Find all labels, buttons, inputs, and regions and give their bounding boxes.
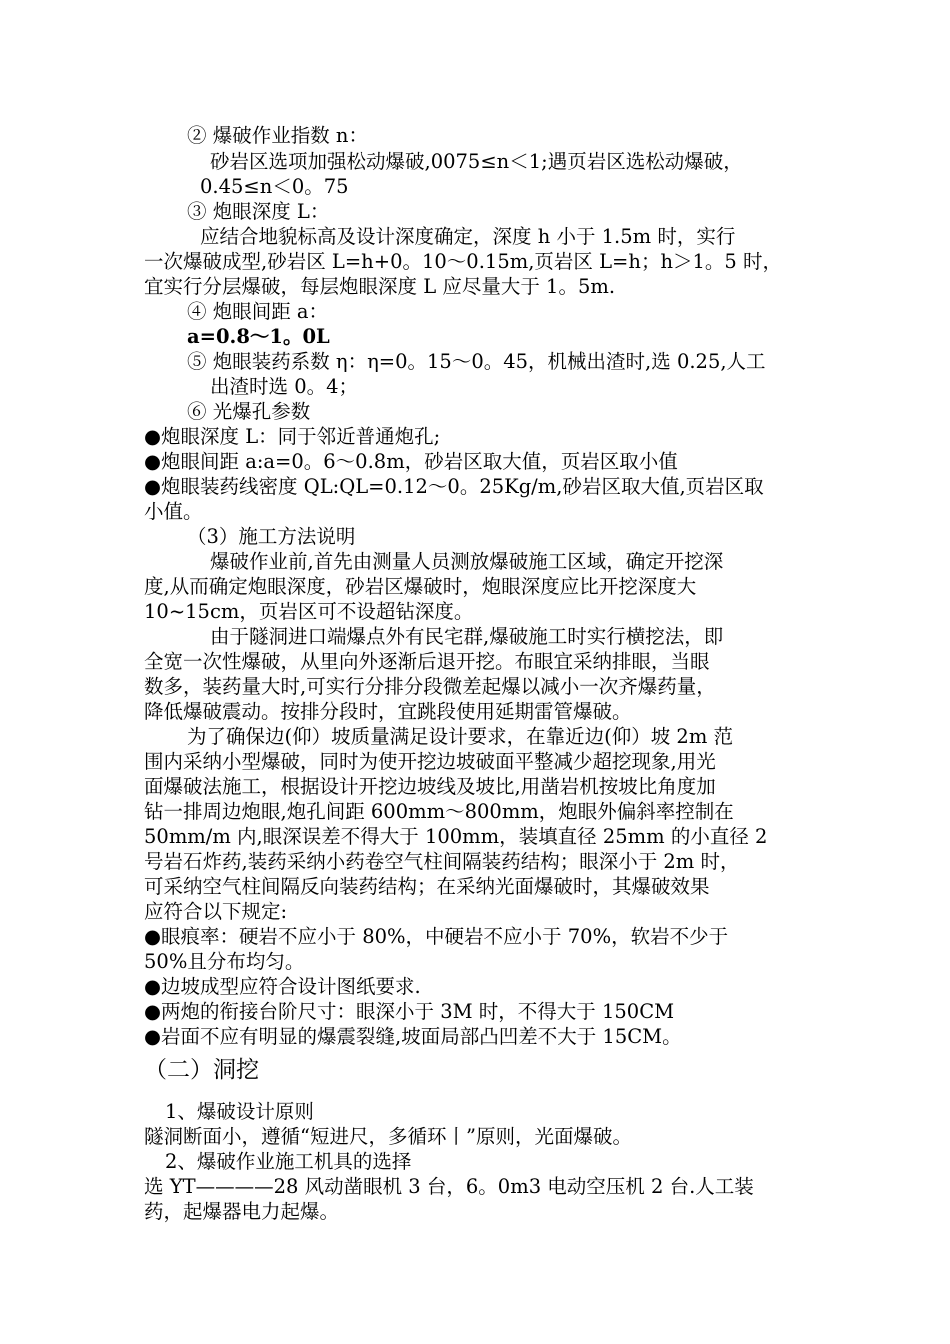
paragraph-line: 10~15cm，页岩区可不设超钻深度。 [144, 600, 474, 623]
item-blasting-index: ② 爆破作业指数 n： [187, 124, 368, 147]
item-charge-coefficient: ⑤ 炮眼装药系数 η：η=0。15～0。45，机械出渣时,选 0.25,人工 [187, 350, 766, 373]
paragraph-line: 数多，装药量大时,可实行分排分段微差起爆以减小一次齐爆药量， [144, 675, 716, 698]
paragraph-line: 面爆破法施工，根据设计开挖边坡线及坡比,用凿岩机按坡比角度加 [144, 775, 716, 798]
paragraph-line: 为了确保边(仰）坡质量满足设计要求，在靠近边(仰）坡 2m 范 [187, 725, 734, 748]
item-smooth-blast-params: ⑥ 光爆孔参数 [187, 400, 311, 423]
paragraph-line: 隧洞断面小，遵循“短进尺，多循环丨”原则，光面爆破。 [144, 1125, 632, 1148]
paragraph-line: 一次爆破成型,砂岩区 L=h+0。10～0.15m,页岩区 L=h；h＞1。5 时， [144, 250, 783, 273]
paragraph-line: 由于隧洞进口端爆点外有民宅群,爆破施工时实行横挖法，即 [210, 625, 724, 648]
bullet-item: ●两炮的衔接台阶尺寸：眼深小于 3M 时，不得大于 150CM [144, 1000, 675, 1023]
bullet-item: ●炮眼装药线密度 QL:QL=0.12～0。25Kg/m,砂岩区取大值,页岩区取 [144, 475, 764, 498]
paragraph-line: 砂岩区选项加强松动爆破,0075≤n＜1;遇页岩区选松动爆破， [210, 150, 743, 173]
item-hole-depth: ③ 炮眼深度 L： [187, 200, 330, 223]
paragraph-line: 围内采纳小型爆破，同时为使开挖边坡破面平整减少超挖现象,用光 [144, 750, 716, 773]
section-heading: （3）施工方法说明 [187, 525, 356, 548]
paragraph-line: 度,从而确定炮眼深度，砂岩区爆破时，炮眼深度应比开挖深度大 [144, 575, 697, 598]
bullet-item: ●眼痕率：硬岩不应小于 80%，中硬岩不应小于 70%，软岩不少于 [144, 925, 729, 948]
bullet-item: ●岩面不应有明显的爆震裂缝,坡面局部凸凹差不大于 15CM。 [144, 1025, 682, 1048]
subsection-heading: 2、爆破作业施工机具的选择 [165, 1150, 412, 1173]
paragraph-line: 钻一排周边炮眼,炮孔间距 600mm～800mm，炮眼外偏斜率控制在 [144, 800, 734, 823]
formula-line: a=0.8～1。0L [187, 325, 330, 348]
paragraph-line: 宜实行分层爆破，每层炮眼深度 L 应尽量大于 1。5m. [144, 275, 616, 298]
paragraph-line: 可采纳空气柱间隔反向装药结构；在采纳光面爆破时，其爆破效果 [144, 875, 710, 898]
paragraph-line: 药，起爆器电力起爆。 [144, 1200, 340, 1223]
paragraph-line: 50mm/m 内,眼深误差不得大于 100mm，装填直径 25mm 的小直径 2 [144, 825, 768, 848]
bullet-item: ●炮眼间距 a:a=0。6～0.8m，砂岩区取大值，页岩区取小值 [144, 450, 678, 473]
paragraph-line: 爆破作业前,首先由测量人员测放爆破施工区域，确定开挖深 [210, 550, 724, 573]
paragraph-line: 出渣时选 0。4； [210, 375, 359, 398]
paragraph-line: 50%且分布均匀。 [144, 950, 305, 973]
bullet-item: ●边坡成型应符合设计图纸要求. [144, 975, 421, 998]
paragraph-line: 0.45≤n＜0。75 [200, 175, 349, 198]
chapter-heading: （二）洞挖 [144, 1057, 259, 1083]
subsection-heading: 1、爆破设计原则 [165, 1100, 314, 1123]
paragraph-line: 选 YT————28 风动凿眼机 3 台，6。0m3 电动空压机 2 台.人工装 [144, 1175, 754, 1198]
paragraph-line: 应符合以下规定: [144, 900, 288, 923]
paragraph-line: 号岩石炸药,装药采纳小药卷空气柱间隔装药结构；眼深小于 2m 时， [144, 850, 740, 873]
paragraph-line: 降低爆破震动。按排分段时，宜跳段使用延期雷管爆破。 [144, 700, 632, 723]
paragraph-line: 全宽一次性爆破，从里向外逐渐后退开挖。布眼宜采纳排眼，当眼 [144, 650, 710, 673]
paragraph-line: 小值。 [144, 500, 203, 523]
bullet-item: ●炮眼深度 L：同于邻近普通炮孔; [144, 425, 441, 448]
paragraph-line: 应结合地貌标高及设计深度确定，深度 h 小于 1.5m 时，实行 [200, 225, 736, 248]
item-hole-spacing: ④ 炮眼间距 a： [187, 300, 329, 323]
